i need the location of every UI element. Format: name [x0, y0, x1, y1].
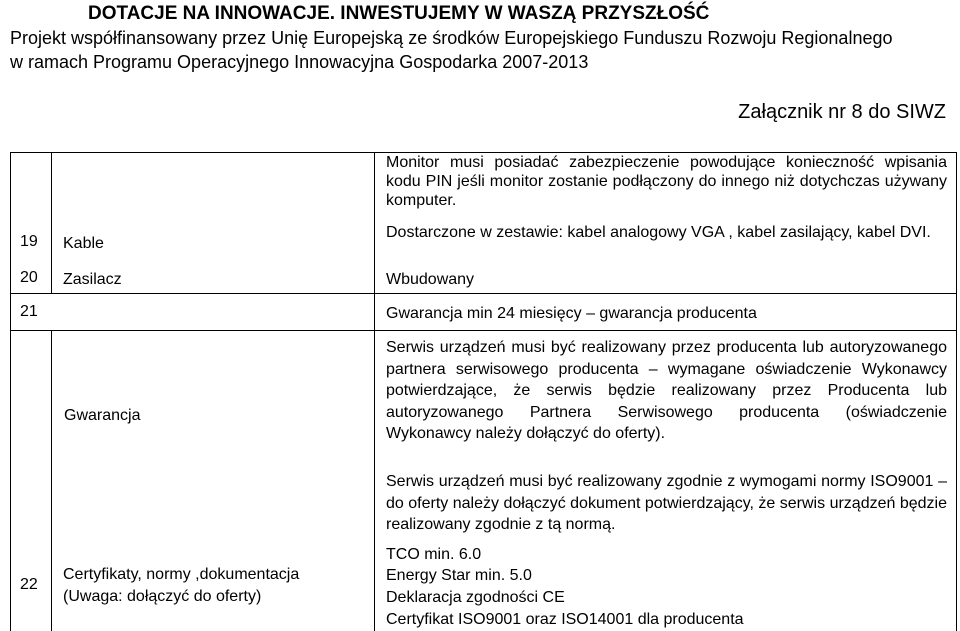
row-20-name: Zasilacz — [63, 271, 122, 288]
row-22-name-line2: (Uwaga: dołączyć do oferty) — [63, 588, 262, 605]
spec-energy-star: Energy Star min. 5.0 — [386, 567, 532, 584]
table-col-divider — [51, 152, 52, 293]
annex-label: Załącznik nr 8 do SIWZ — [738, 101, 946, 123]
row-19-number: 19 — [20, 233, 38, 250]
row-21-spec: Gwarancja min 24 miesięcy – gwarancja producenta — [386, 305, 757, 322]
header-program: w ramach Programu Operacyjnego Innowacyjna Gospodarka 2007-2013 — [10, 52, 589, 72]
header-cofinancing: Projekt współfinansowany przez Unię Europejską ze środków Europejskiego Funduszu Rozwoju Regionalnego — [10, 28, 893, 48]
spec-iso-cert: Certyfikat ISO9001 oraz ISO14001 dla producenta — [386, 611, 744, 628]
table-col-divider — [374, 152, 375, 631]
table-border-right — [956, 152, 957, 631]
row-21-number: 21 — [20, 303, 38, 320]
spec-tco: TCO min. 6.0 — [386, 546, 482, 563]
spec-ce: Deklaracja zgodności CE — [386, 589, 565, 606]
table-border-left — [10, 152, 11, 631]
header-title: DOTACJE NA INNOWACJE. INWESTUJEMY W WASZĄ PRZYSZŁOŚĆ — [88, 3, 710, 24]
funding-header — [10, 2, 892, 74]
table-row-divider — [10, 293, 956, 294]
table-row-divider — [10, 330, 956, 331]
row-20-spec: Wbudowany — [386, 271, 475, 288]
row-20-number: 20 — [20, 269, 38, 286]
spec-monitor-pin: Monitor musi posiadać zabezpieczenie powodujące konieczność wpisania kodu PIN jeśli monitor zostanie podłączony do innego niż dotychczas używany komputer. — [386, 154, 947, 209]
row-19-name: Kable — [63, 235, 104, 252]
gwarancja-name: Gwarancja — [64, 407, 141, 424]
row-19-spec: Dostarczone w zestawie: kabel analogowy VGA , kabel zasilający, kabel DVI. — [386, 224, 931, 241]
gwarancja-spec-service: Serwis urządzeń musi być realizowany przez producenta lub autoryzowanego partnera serwisowego producenta – wymagane oświadczenie Wykonawcy potwierdzające, że serwis będzie realizowany przez Producenta lub autoryzowanego Partnera Serwisowego producenta (oświadczenie Wykonawcy należy dołączyć do oferty). — [386, 339, 947, 442]
table-col-divider — [51, 330, 52, 631]
row-22-name-line1: Certyfikaty, normy ,dokumentacja — [63, 566, 300, 583]
gwarancja-spec-iso: Serwis urządzeń musi być realizowany zgodnie z wymogami normy ISO9001 – do oferty należy dołączyć dokument potwierdzający, że serwis urządzeń będzie realizowany zgodnie z tą normą. — [386, 473, 947, 533]
row-22-number: 22 — [20, 576, 38, 593]
